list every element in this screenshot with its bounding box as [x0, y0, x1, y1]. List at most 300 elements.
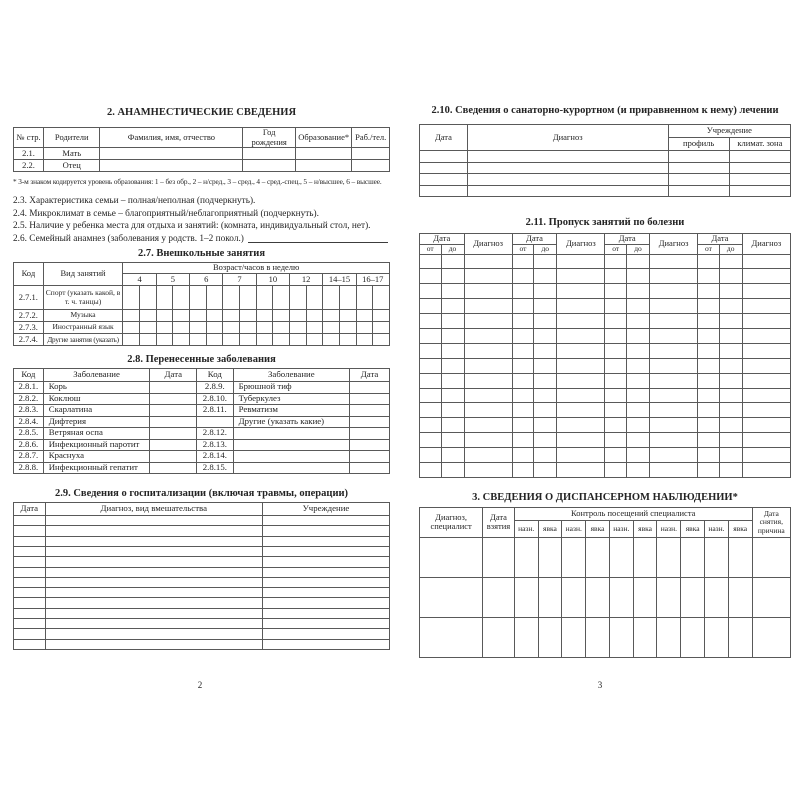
empty-cell [356, 310, 373, 322]
empty-cell [557, 373, 605, 388]
empty-cell [586, 577, 610, 617]
empty-cell [289, 322, 306, 334]
row-code-cell: 2.1. [14, 148, 44, 160]
header-cell: Диагноз [467, 125, 668, 151]
empty-cell [557, 358, 605, 373]
empty-cell [512, 388, 534, 403]
empty-cell [649, 328, 697, 343]
empty-cell [605, 448, 627, 463]
empty-cell [719, 373, 742, 388]
table-row [420, 284, 791, 299]
empty-cell [649, 433, 697, 448]
table-row [420, 617, 791, 657]
empty-cell [719, 388, 742, 403]
empty-cell [339, 286, 356, 310]
empty-cell [441, 448, 464, 463]
table-row [420, 507, 791, 520]
empty-cell [14, 526, 46, 536]
empty-cell [441, 284, 464, 299]
disease-cell [233, 439, 350, 451]
hospitalization-table [13, 502, 390, 650]
empty-cell [140, 322, 157, 334]
empty-cell [626, 314, 649, 329]
header-cell: назн. [609, 520, 633, 537]
empty-cell [464, 343, 512, 358]
table-row [14, 263, 390, 274]
education-footnote: * 3-м знаком кодируется уровень образования: 1 – без обр., 2 – н/сред., 3 – сред., 4 – сред.-спец., 5 – н/высшее, 6 – высшее. [13, 177, 382, 187]
empty-cell [306, 334, 323, 346]
header-cell: Диагноз [557, 234, 605, 255]
empty-cell [681, 577, 705, 617]
empty-cell [467, 162, 668, 174]
header-cell: Дата [420, 234, 465, 245]
header-cell: Контроль посещений специалиста [514, 507, 752, 520]
empty-cell [190, 322, 207, 334]
empty-cell [557, 328, 605, 343]
empty-cell [534, 269, 557, 284]
empty-cell [649, 462, 697, 477]
extracurricular-table [13, 262, 390, 346]
empty-cell [728, 577, 752, 617]
empty-cell [657, 577, 681, 617]
header-cell: Дата снятия, причина [752, 507, 790, 537]
header-cell: Учреждение [262, 503, 389, 516]
empty-cell [605, 373, 627, 388]
header-cell: Диагноз [742, 234, 790, 255]
empty-cell [742, 462, 790, 477]
empty-cell [534, 462, 557, 477]
table-row [420, 448, 791, 463]
empty-cell [45, 557, 262, 567]
empty-cell [514, 537, 538, 577]
table-row [14, 382, 390, 394]
dispensary-table [419, 507, 791, 658]
empty-cell [534, 403, 557, 418]
table-row [14, 334, 390, 346]
empty-cell [350, 462, 390, 474]
empty-cell [140, 310, 157, 322]
empty-cell [464, 269, 512, 284]
empty-cell [649, 388, 697, 403]
disease-cell: Туберкулез [233, 393, 350, 405]
table-row [420, 151, 791, 163]
empty-cell [705, 577, 729, 617]
empty-cell [626, 448, 649, 463]
empty-cell [649, 254, 697, 269]
table-row [14, 405, 390, 417]
family-info-text: 2.3. Характеристика семьи – полная/неполная (подчеркнуть). [13, 196, 256, 207]
age-header-cell: 5 [156, 274, 189, 286]
family-info-text: 2.4. Микроклимат в семье – благоприятный/неблагоприятный (подчеркнуть). [13, 208, 319, 219]
empty-cell [626, 358, 649, 373]
empty-cell [420, 343, 442, 358]
empty-cell [150, 393, 197, 405]
table-row [420, 254, 791, 269]
empty-cell [557, 284, 605, 299]
family-info-line [13, 233, 390, 246]
empty-cell [420, 537, 483, 577]
empty-cell [262, 577, 389, 587]
empty-cell [223, 334, 240, 346]
empty-cell [262, 639, 389, 649]
disease-cell: Ревматизм [233, 405, 350, 417]
empty-cell [45, 588, 262, 598]
empty-cell [123, 334, 140, 346]
section-2-7-title: 2.7. Внешкольные занятия [137, 248, 266, 260]
header-cell: до [626, 244, 649, 254]
table-row [14, 148, 390, 160]
empty-cell [483, 537, 515, 577]
table-row [14, 128, 390, 148]
empty-cell [350, 451, 390, 463]
empty-cell [306, 322, 323, 334]
page-3 [400, 0, 800, 800]
header-cell: Образование* [295, 128, 351, 148]
empty-cell [752, 537, 790, 577]
empty-cell [649, 373, 697, 388]
header-cell: назн. [657, 520, 681, 537]
table-row [14, 588, 390, 598]
table-row [14, 598, 390, 608]
empty-cell [256, 334, 273, 346]
empty-cell [295, 160, 351, 172]
empty-cell [256, 322, 273, 334]
age-header-cell: 12 [289, 274, 322, 286]
empty-cell [173, 322, 190, 334]
empty-cell [190, 286, 207, 310]
empty-cell [173, 334, 190, 346]
missed-classes-table-container [419, 233, 791, 478]
row-code-cell [197, 416, 233, 428]
empty-cell [339, 334, 356, 346]
header-cell: назн. [562, 520, 586, 537]
row-code-cell: 2.8.10. [197, 393, 233, 405]
empty-cell [605, 388, 627, 403]
empty-cell [262, 516, 389, 526]
disease-cell [233, 462, 350, 474]
empty-cell [483, 617, 515, 657]
empty-cell [557, 448, 605, 463]
disease-cell: Ветряная оспа [43, 428, 150, 440]
empty-cell [742, 418, 790, 433]
empty-cell [464, 418, 512, 433]
table-row [14, 160, 390, 172]
table-row [420, 388, 791, 403]
empty-cell [534, 314, 557, 329]
empty-cell [295, 148, 351, 160]
empty-cell [339, 310, 356, 322]
empty-cell [14, 608, 46, 618]
empty-cell [45, 516, 262, 526]
table-row [14, 608, 390, 618]
empty-cell [14, 536, 46, 546]
empty-cell [698, 299, 720, 314]
empty-cell [534, 328, 557, 343]
empty-cell [14, 516, 46, 526]
table-row [14, 369, 390, 382]
row-code-cell: 2.8.11. [197, 405, 233, 417]
empty-cell [464, 299, 512, 314]
empty-cell [323, 334, 340, 346]
section-2-title: 2. АНАМНЕСТИЧЕСКИЕ СВЕДЕНИЯ [106, 107, 297, 118]
empty-cell [240, 322, 257, 334]
table-row [14, 322, 390, 334]
empty-cell [350, 439, 390, 451]
empty-cell [626, 284, 649, 299]
family-info-line [13, 195, 390, 208]
empty-cell [605, 314, 627, 329]
header-cell: Код [197, 369, 233, 382]
missed-classes-table [419, 233, 791, 478]
header-cell: от [605, 244, 627, 254]
empty-cell [262, 588, 389, 598]
empty-cell [467, 185, 668, 197]
empty-cell [100, 148, 243, 160]
disease-cell: Скарлатина [43, 405, 150, 417]
empty-cell [206, 310, 223, 322]
empty-cell [45, 608, 262, 618]
empty-cell [223, 310, 240, 322]
empty-cell [719, 284, 742, 299]
empty-cell [45, 577, 262, 587]
empty-cell [352, 148, 390, 160]
empty-cell [649, 448, 697, 463]
table-row [14, 619, 390, 629]
empty-cell [557, 269, 605, 284]
table-row [14, 428, 390, 440]
header-cell: Дата [512, 234, 557, 245]
empty-cell [14, 588, 46, 598]
empty-cell [420, 403, 442, 418]
empty-cell [206, 322, 223, 334]
empty-cell [698, 403, 720, 418]
table-row [420, 328, 791, 343]
table-row [420, 174, 791, 186]
empty-cell [668, 185, 729, 197]
empty-cell [538, 617, 562, 657]
table-row [420, 418, 791, 433]
section-2-11-title: 2.11. Пропуск занятий по болезни [525, 217, 685, 228]
empty-cell [681, 537, 705, 577]
empty-cell [441, 403, 464, 418]
empty-cell [356, 286, 373, 310]
empty-cell [698, 314, 720, 329]
section-2-8-title: 2.8. Перенесенные заболевания [127, 354, 276, 366]
empty-cell [262, 619, 389, 629]
row-code-cell: 2.8.3. [14, 405, 44, 417]
header-cell: явка [586, 520, 610, 537]
empty-cell [356, 334, 373, 346]
empty-cell [483, 577, 515, 617]
empty-cell [534, 299, 557, 314]
empty-cell [719, 314, 742, 329]
empty-cell [705, 617, 729, 657]
row-code-cell: 2.7.3. [14, 322, 44, 334]
empty-cell [464, 388, 512, 403]
empty-cell [289, 334, 306, 346]
empty-cell [729, 162, 790, 174]
empty-cell [420, 174, 468, 186]
empty-cell [557, 299, 605, 314]
header-cell: от [698, 244, 720, 254]
empty-cell [742, 358, 790, 373]
empty-cell [323, 286, 340, 310]
empty-cell [45, 619, 262, 629]
empty-cell [534, 448, 557, 463]
empty-cell [420, 328, 442, 343]
empty-cell [649, 269, 697, 284]
header-cell: Вид занятий [43, 263, 123, 286]
empty-cell [705, 537, 729, 577]
empty-cell [14, 577, 46, 587]
header-cell: Год рождения [243, 128, 296, 148]
empty-cell [464, 462, 512, 477]
empty-cell [742, 328, 790, 343]
age-header-cell: 10 [256, 274, 289, 286]
header-cell: Дата [150, 369, 197, 382]
row-code-cell: 2.8.7. [14, 451, 44, 463]
header-cell: явка [538, 520, 562, 537]
empty-cell [649, 358, 697, 373]
section-3-title: 3. СВЕДЕНИЯ О ДИСПАНСЕРНОМ НАБЛЮДЕНИИ* [472, 491, 738, 503]
empty-cell [156, 322, 173, 334]
empty-cell [534, 358, 557, 373]
parents-table [13, 127, 390, 172]
activity-cell: Музыка [43, 310, 123, 322]
header-cell: от [512, 244, 534, 254]
empty-cell [420, 373, 442, 388]
empty-cell [14, 629, 46, 639]
empty-cell [512, 314, 534, 329]
activity-cell: Другие занятия (указать) [43, 334, 123, 346]
empty-cell [464, 314, 512, 329]
empty-cell [45, 567, 262, 577]
empty-cell [649, 314, 697, 329]
empty-cell [173, 286, 190, 310]
empty-cell [626, 269, 649, 284]
empty-cell [586, 537, 610, 577]
disease-cell: Корь [43, 382, 150, 394]
empty-cell [742, 284, 790, 299]
row-code-cell: 2.8.4. [14, 416, 44, 428]
empty-cell [373, 286, 390, 310]
parent-cell: Мать [44, 148, 100, 160]
empty-cell [728, 617, 752, 657]
empty-cell [150, 416, 197, 428]
empty-cell [420, 185, 468, 197]
empty-cell [45, 546, 262, 556]
empty-cell [262, 629, 389, 639]
disease-cell: Инфекционный гепатит [43, 462, 150, 474]
empty-cell [719, 448, 742, 463]
disease-cell [233, 428, 350, 440]
row-code-cell: 2.7.2. [14, 310, 44, 322]
empty-cell [609, 537, 633, 577]
age-header-cell: 6 [190, 274, 223, 286]
table-row [14, 536, 390, 546]
table-row [14, 439, 390, 451]
empty-cell [649, 343, 697, 358]
parents-table-container [13, 127, 390, 172]
disease-cell: Краснуха [43, 451, 150, 463]
empty-cell [420, 299, 442, 314]
header-cell: Дата [350, 369, 390, 382]
header-cell: Заболевание [233, 369, 350, 382]
empty-cell [420, 358, 442, 373]
empty-cell [420, 284, 442, 299]
empty-cell [441, 269, 464, 284]
empty-cell [441, 373, 464, 388]
empty-cell [464, 403, 512, 418]
empty-cell [698, 448, 720, 463]
header-cell: Диагноз [649, 234, 697, 255]
empty-cell [45, 639, 262, 649]
empty-cell [240, 286, 257, 310]
empty-cell [420, 388, 442, 403]
table-row [420, 358, 791, 373]
empty-cell [262, 598, 389, 608]
empty-cell [420, 448, 442, 463]
empty-cell [698, 462, 720, 477]
empty-cell [240, 334, 257, 346]
empty-cell [420, 151, 468, 163]
table-row [14, 577, 390, 587]
header-cell: Дата [420, 125, 468, 151]
empty-cell [626, 343, 649, 358]
empty-cell [698, 358, 720, 373]
header-cell: Фамилия, имя, отчество [100, 128, 243, 148]
empty-cell [420, 418, 442, 433]
empty-cell [373, 322, 390, 334]
empty-cell [373, 334, 390, 346]
table-row [14, 516, 390, 526]
table-row [14, 462, 390, 474]
header-cell: явка [681, 520, 705, 537]
empty-cell [45, 536, 262, 546]
empty-cell [512, 269, 534, 284]
table-row [420, 462, 791, 477]
header-cell: Дата [698, 234, 743, 245]
empty-cell [464, 284, 512, 299]
header-cell: Диагноз, вид вмешательства [45, 503, 262, 516]
empty-cell [719, 269, 742, 284]
empty-cell [420, 162, 468, 174]
empty-cell [562, 537, 586, 577]
empty-cell [649, 284, 697, 299]
empty-cell [605, 418, 627, 433]
table-row [420, 403, 791, 418]
empty-cell [323, 310, 340, 322]
empty-cell [626, 328, 649, 343]
header-cell: климат. зона [729, 138, 790, 151]
empty-cell [562, 617, 586, 657]
empty-cell [698, 373, 720, 388]
row-code-cell: 2.8.13. [197, 439, 233, 451]
empty-cell [729, 174, 790, 186]
empty-cell [719, 403, 742, 418]
empty-cell [223, 322, 240, 334]
table-row [420, 343, 791, 358]
header-cell: от [420, 244, 442, 254]
disease-cell: Коклюш [43, 393, 150, 405]
empty-cell [626, 433, 649, 448]
empty-cell [698, 418, 720, 433]
empty-cell [698, 254, 720, 269]
empty-cell [441, 462, 464, 477]
table-row [14, 546, 390, 556]
empty-cell [441, 418, 464, 433]
empty-cell [626, 403, 649, 418]
